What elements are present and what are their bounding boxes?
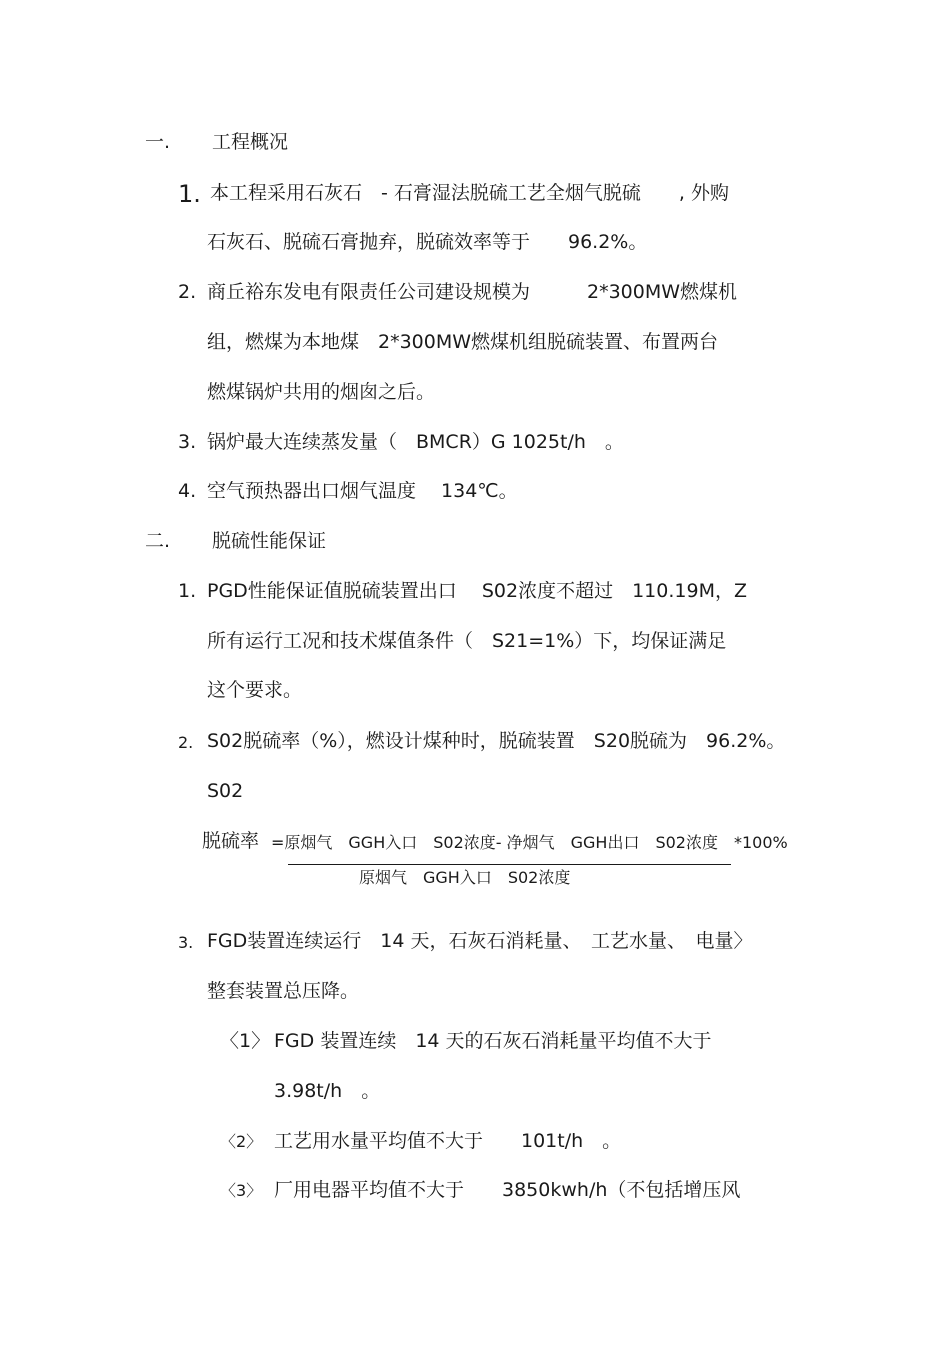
formula-numerator: =原烟气 GGH入口 S02浓度- 净烟气 GGH出口 S02浓度 *100% (271, 833, 788, 852)
s2-item-2-line-1: S02脱硫率（%），燃设计煤种时，脱硫装置 S20脱硫为 96.2%。 (207, 730, 786, 752)
section-1-marker: 一. (145, 131, 171, 153)
s2-item-1-line-2: 所有运行工况和技术煤值条件（ S21=1%）下，均保证满足 (207, 630, 727, 652)
formula-label: 脱硫率 (202, 830, 260, 852)
s2-item-1-line-1: PGD性能保证值脱硫装置出口 S02浓度不超过 110.19M，Z (207, 580, 747, 602)
item-1-line-1: 本工程采用石灰石 - 石膏湿法脱硫工艺全烟气脱硫 , 外购 (210, 182, 729, 204)
s2-item-1-number: 1. (178, 580, 197, 602)
sub-1-line-1: FGD 装置连续 14 天的石灰石消耗量平均值不大于 (274, 1030, 712, 1052)
s2-item-2-line-2: S02 (207, 780, 244, 802)
item-4-line-1: 空气预热器出口烟气温度 134℃。 (207, 480, 518, 502)
section-1-title: 工程概况 (212, 131, 289, 153)
item-2-line-1: 商丘裕东发电有限责任公司建设规模为 2*300MW燃煤机 (207, 281, 738, 303)
fraction-bar (288, 864, 731, 865)
s2-item-3-line-2: 整套装置总压降。 (207, 980, 360, 1002)
sub-2-line-1: 工艺用水量平均值不大于 101t/h 。 (274, 1130, 622, 1152)
section-2-title: 脱硫性能保证 (212, 530, 327, 552)
s2-item-3-number: 3. (178, 933, 194, 952)
item-2-line-3: 燃煤锅炉共用的烟囱之后。 (207, 381, 436, 403)
item-2-number: 2. (178, 281, 197, 303)
item-3-line-1: 锅炉最大连续蒸发量（ BMCR）G 1025t/h 。 (207, 431, 624, 453)
sub-2-marker: 〈2〉 (220, 1132, 263, 1151)
item-4-number: 4. (178, 480, 197, 502)
s2-item-2-number: 2. (178, 733, 194, 752)
section-2-marker: 二. (145, 530, 171, 552)
item-3-number: 3. (178, 431, 197, 453)
s2-item-1-line-3: 这个要求。 (207, 679, 303, 701)
sub-3-line-1: 厂用电器平均值不大于 3850kwh/h（不包括增压风 (274, 1179, 741, 1201)
sub-1-line-2: 3.98t/h 。 (274, 1080, 381, 1102)
item-2-line-2: 组，燃煤为本地煤 2*300MW燃煤机组脱硫装置、布置两台 (207, 331, 719, 353)
sub-1-marker: 〈1〉 (220, 1030, 271, 1052)
item-1-number: 1. (178, 180, 201, 208)
formula-denominator: 原烟气 GGH入口 S02浓度 (359, 868, 571, 887)
s2-item-3-line-1: FGD装置连续运行 14 天，石灰石消耗量、 工艺水量、 电量〉 (207, 930, 753, 952)
item-1-line-2: 石灰石、脱硫石膏抛弃，脱硫效率等于 96.2%。 (207, 231, 648, 253)
sub-3-marker: 〈3〉 (220, 1181, 263, 1200)
